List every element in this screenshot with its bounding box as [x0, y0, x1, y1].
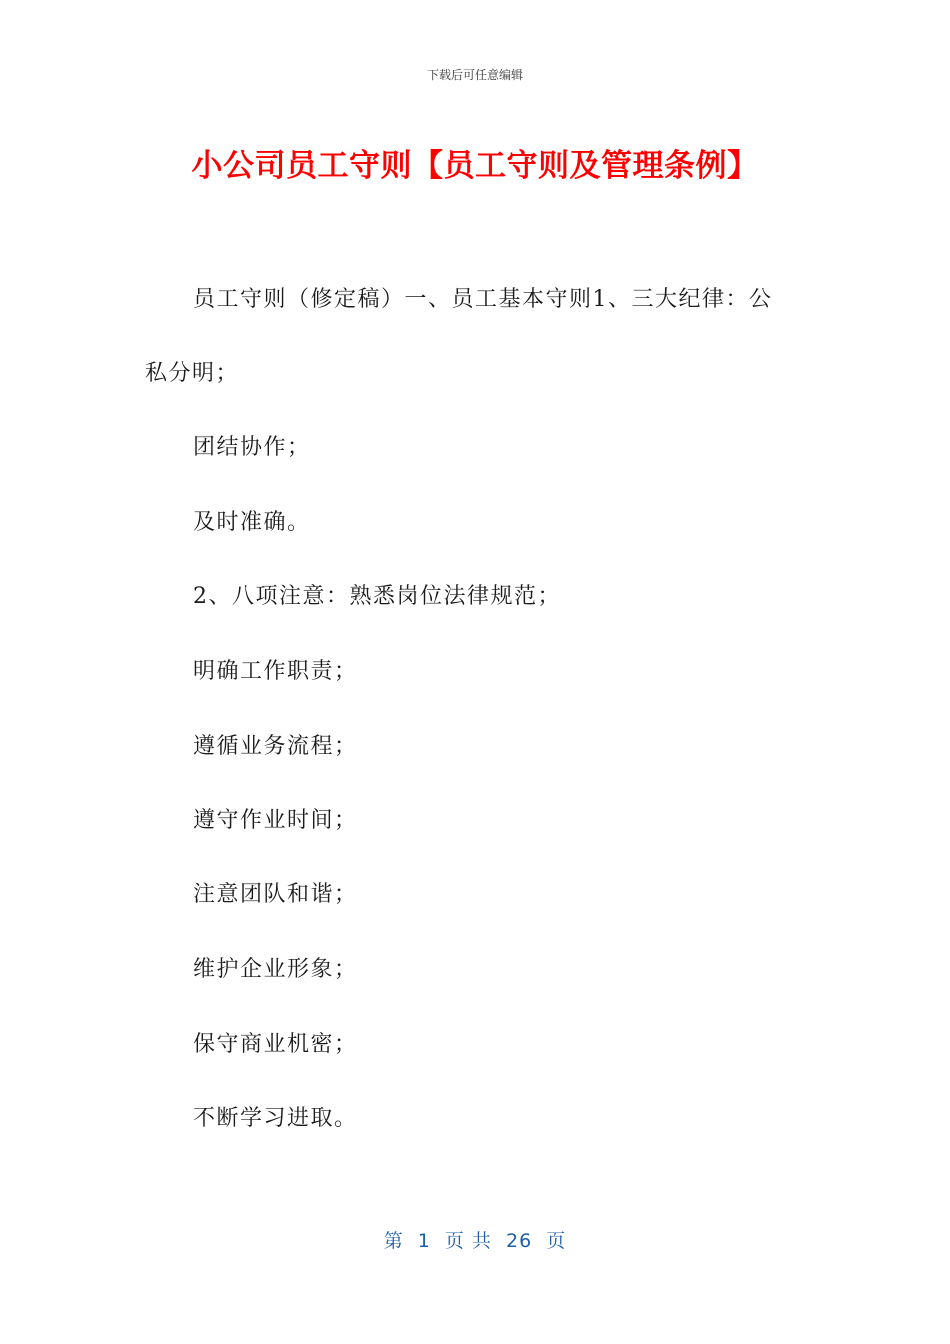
paragraph: 遵循业务流程；: [193, 734, 358, 759]
paragraph: 及时准确。: [193, 510, 311, 535]
paragraph: 私分明；: [145, 361, 240, 386]
header-note: 下载后可任意编辑: [426, 68, 523, 82]
paragraph: 维护企业形象；: [193, 957, 358, 982]
paragraph: 保守商业机密；: [193, 1032, 358, 1057]
paragraph: 不断学习进取。: [193, 1106, 358, 1131]
paragraph: 遵守作业时间；: [193, 808, 358, 833]
paragraph: 员工守则（修定稿）一、员工基本守则1、三大纪律：公: [193, 287, 773, 312]
paragraph: 明确工作职责；: [193, 659, 358, 684]
page-number-footer: 第 1 页 共 26 页: [383, 1230, 567, 1252]
paragraph: 团结协作；: [193, 435, 311, 460]
document-title: 小公司员工守则【员工守则及管理条例】: [191, 148, 759, 184]
paragraph: 2、八项注意：熟悉岗位法律规范；: [193, 584, 561, 609]
paragraph: 注意团队和谐；: [193, 882, 358, 907]
